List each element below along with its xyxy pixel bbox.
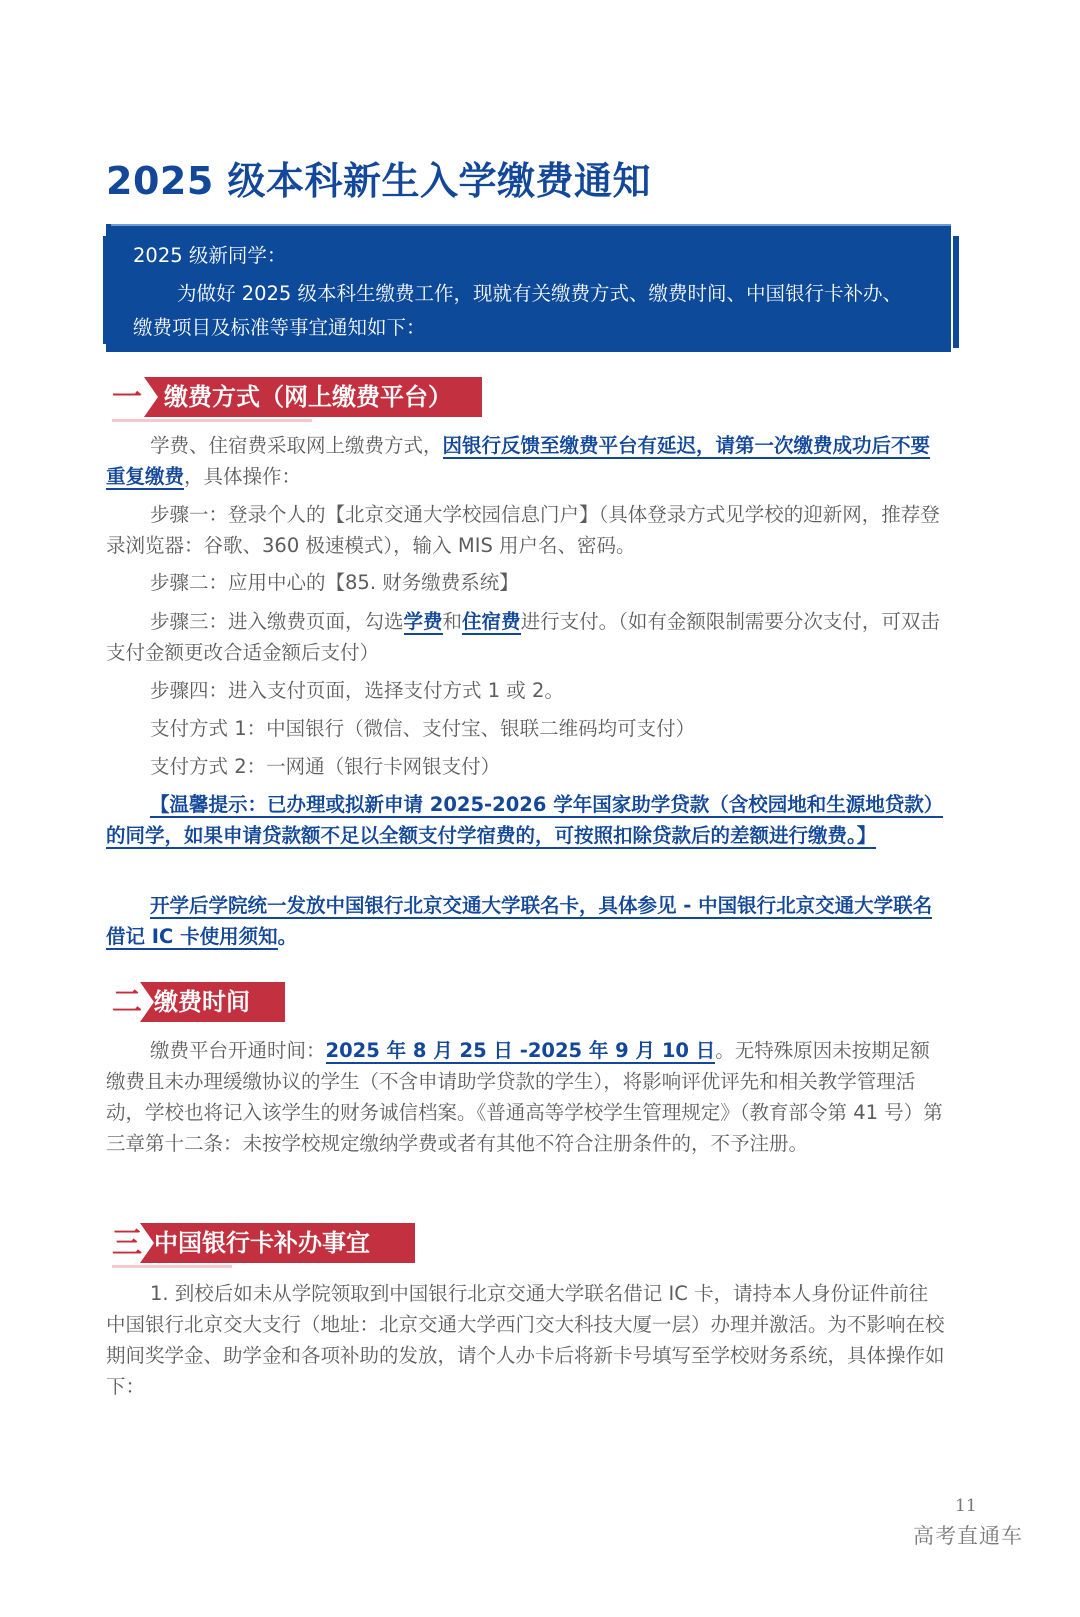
paragraph-step-2: 步骤二：应用中心的【85. 财务缴费系统】	[150, 571, 519, 594]
highlight-accommodation-fee: 住宿费	[462, 610, 521, 633]
section-number: 二	[112, 985, 142, 1020]
section-number: 三	[112, 1226, 142, 1261]
paragraph-payment-intro	[106, 430, 946, 492]
banner-edge-left	[103, 236, 109, 344]
paragraph-card-note	[106, 890, 946, 952]
intro-salutation: 2025 级新同学：	[133, 244, 287, 267]
section-number: 一	[112, 380, 142, 415]
text: 缴费平台开通时间：	[150, 1039, 326, 1062]
text: 进行支付。（如有金额限制需要分次支付，可双击支付金额更改合适金额后支付）	[106, 610, 940, 664]
text: 。	[277, 925, 298, 948]
section-label: 缴费时间	[154, 988, 250, 1016]
intro-body-line-1: 为做好 2025 级本科生缴费工作，现就有关缴费方式、缴费时间、中国银行卡补办、	[177, 282, 903, 305]
section-underline	[112, 1265, 232, 1268]
highlight-tuition: 学费	[403, 610, 443, 633]
highlight-card-note: 开学后学院统一发放中国银行北京交通大学联名卡，具体参见 - 中国银行北京交通大学联名借记 IC 卡使用须知	[106, 894, 933, 948]
intro-banner	[111, 224, 951, 352]
paragraph-step-1: 步骤一：登录个人的【北京交通大学校园信息门户】（具体登录方式见学校的迎新网，推荐登录浏览器：谷歌、360 极速模式），输入 MIS 用户名、密码。	[106, 503, 940, 557]
highlight-loan-tip: 【温馨提示：已办理或拟新申请 2025-2026 学年国家助学贷款（含校园地和生源地贷款）的同学，如果申请贷款额不足以全额支付学宿费的，可按照扣除贷款后的差额进行缴费。】	[106, 793, 944, 847]
section-header-payment-time	[112, 982, 287, 1024]
text: 。无特殊原因未按期足额缴费且未办理缓缴协议的学生（不含申请助学贷款的学生），将影响评优评先和相关教学管理活动，学校也将记入该学生的财务诚信档案。《普通高等学校学生管理规定》（教育部令第 41 号）第三章第十二条：未按学校规定缴纳学费或者有其他不符合注册条件的，不予注册。	[106, 1039, 943, 1155]
text: 步骤三：进入缴费页面，勾选	[150, 610, 404, 633]
paragraph-warm-tip	[106, 789, 946, 851]
paragraph-payment-time	[106, 1035, 946, 1159]
page-title: 2025 级本科新生入学缴费通知	[106, 159, 651, 203]
paragraph-payment-option-1: 支付方式 1：中国银行（微信、支付宝、银联二维码均可支付）	[150, 717, 696, 740]
paragraph-payment-option-2: 支付方式 2：一网通（银行卡网银支付）	[150, 755, 501, 778]
page-number: 11	[955, 1496, 977, 1516]
section-header-card-replacement	[112, 1223, 417, 1265]
text: ，具体操作：	[184, 465, 302, 488]
section-label: 中国银行卡补办事宜	[154, 1229, 370, 1257]
highlight-no-duplicate-payment: 因银行反馈至缴费平台有延迟，请第一次缴费成功后不要重复缴费	[106, 434, 931, 488]
text: 和	[442, 610, 463, 633]
section-label: 缴费方式（网上缴费平台）	[164, 383, 452, 411]
paragraph-step-4: 步骤四：进入支付页面，选择支付方式 1 或 2。	[150, 679, 564, 702]
footer-brand: 高考直通车	[913, 1524, 1023, 1548]
paragraph-step-3	[106, 606, 946, 668]
section-underline	[112, 419, 312, 422]
banner-edge-right	[953, 236, 959, 348]
section-header-payment-method	[112, 377, 482, 419]
paragraph-card-replacement: 1. 到校后如未从学院领取到中国银行北京交通大学联名借记 IC 卡，请持本人身份证件前往中国银行北京交大支行（地址：北京交通大学西门交大科技大厦一层）办理并激活。为不影响在校期间奖学金、助学金和各项补助的发放，请个人办卡后将新卡号填写至学校财务系统，具体操作如下：	[106, 1282, 945, 1398]
intro-body-line-2: 缴费项目及标准等事宜通知如下：	[133, 316, 426, 339]
highlight-payment-window: 2025 年 8 月 25 日 -2025 年 9 月 10 日	[325, 1039, 716, 1062]
text: 学费、住宿费采取网上缴费方式，	[150, 434, 443, 457]
